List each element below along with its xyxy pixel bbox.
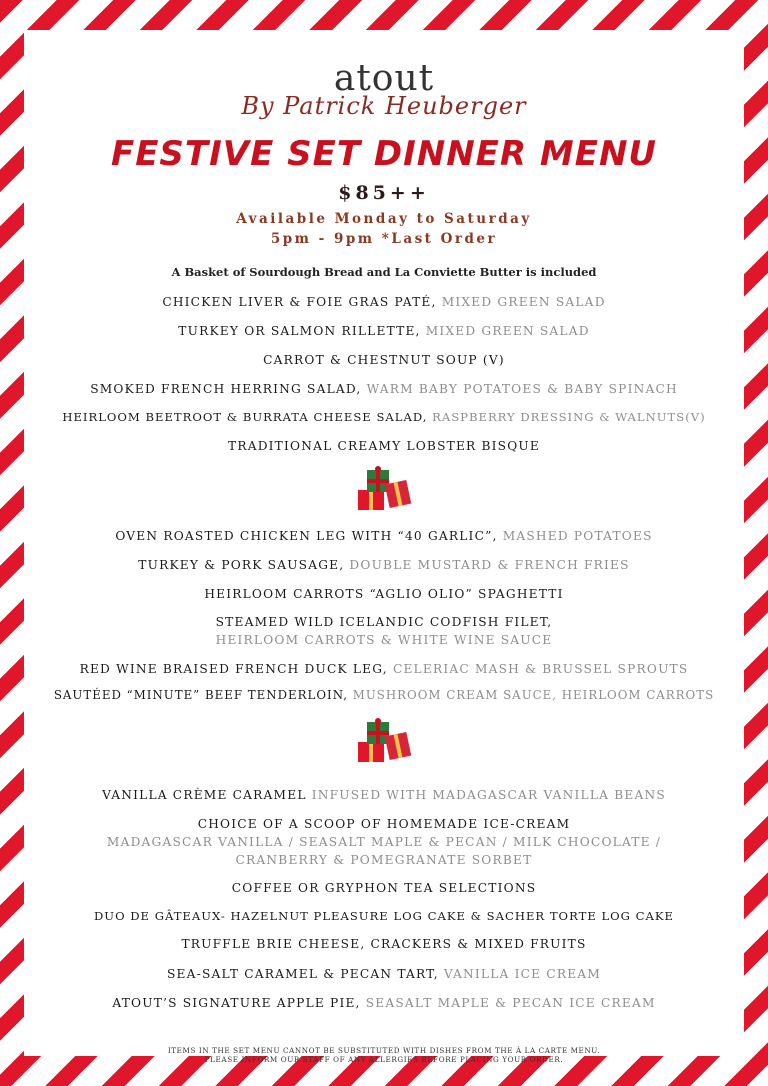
menu-item: [0, 662, 768, 676]
item-name: TRADITIONAL CREAMY LOBSTER BISQUE: [227, 439, 540, 453]
menu-item: [0, 324, 768, 338]
restaurant-logo: atout: [333, 58, 435, 99]
item-name: RED WINE BRAISED FRENCH DUCK LEG,: [79, 662, 388, 676]
item-name: TURKEY & PORK SAUSAGE,: [138, 558, 345, 572]
gift-boxes-icon: [354, 464, 414, 514]
item-desc: WARM BABY POTATOES & BABY SPINACH: [366, 382, 678, 396]
item-name: CHICKEN LIVER & FOIE GRAS PATÉ,: [162, 295, 437, 309]
menu-item: [0, 967, 768, 981]
menu-item: [0, 937, 768, 951]
menu-item: [0, 439, 768, 453]
item-desc: DOUBLE MUSTARD & FRENCH FRIES: [349, 558, 630, 572]
menu-item: [0, 996, 768, 1010]
footer-note: PLEASE INFORM OUR STAFF OF ANY ALLERGIES BEFORE PLACING YOUR ORDER.: [204, 1055, 564, 1064]
menu-item: [0, 587, 768, 601]
item-name: CHOICE OF A SCOOP OF HOMEMADE ICE-CREAM: [197, 817, 571, 831]
item-desc: INFUSED WITH MADAGASCAR VANILLA BEANS: [311, 788, 666, 802]
menu-title: FESTIVE SET DINNER MENU: [110, 134, 658, 174]
item-name: SAUTÉED “MINUTE” BEEF TENDERLOIN,: [53, 688, 349, 702]
item-desc: MASHED POTATOES: [502, 529, 653, 543]
item-desc: RASPBERRY DRESSING & WALNUTS(V): [432, 410, 706, 424]
item-desc: MADAGASCAR VANILLA / SEASALT MAPLE & PECAN / MILK CHOCOLATE /: [106, 835, 662, 849]
menu-item: [0, 410, 768, 424]
menu-item: [0, 382, 768, 396]
item-name: TURKEY OR SALMON RILLETTE,: [178, 324, 421, 338]
menu-item: [0, 295, 768, 309]
item-desc: MIXED GREEN SALAD: [441, 295, 606, 309]
menu-item: [0, 529, 768, 543]
item-name: TRUFFLE BRIE CHEESE, CRACKERS & MIXED FRUITS: [181, 937, 587, 951]
item-name: HEIRLOOM CARROTS “AGLIO OLIO” SPAGHETTI: [204, 587, 564, 601]
item-name: VANILLA CRÈME CARAMEL: [102, 788, 307, 802]
footer-note: ITEMS IN THE SET MENU CANNOT BE SUBSTITUTED WITH DISHES FROM THE À LA CARTE MENU.: [167, 1046, 601, 1055]
menu-item: [0, 558, 768, 572]
item-name: SMOKED FRENCH HERRING SALAD,: [90, 382, 362, 396]
item-name: ATOUT’S SIGNATURE APPLE PIE,: [112, 996, 361, 1010]
item-desc: HEIRLOOM CARROTS & WHITE WINE SAUCE: [215, 633, 553, 647]
item-name: HEIRLOOM BEETROOT & BURRATA CHEESE SALAD,: [62, 410, 428, 424]
menu-item: [0, 353, 768, 367]
menu-price: $85++: [338, 182, 430, 204]
item-desc: MUSHROOM CREAM SAUCE, HEIRLOOM CARROTS: [352, 688, 715, 702]
menu-item: [0, 615, 768, 629]
item-desc: MIXED GREEN SALAD: [425, 324, 590, 338]
menu-item: [0, 817, 768, 831]
item-desc: CRANBERRY & POMEGRANATE SORBET: [235, 853, 533, 867]
gift-boxes-icon: [354, 716, 414, 766]
item-name: SEA-SALT CARAMEL & PECAN TART,: [167, 967, 439, 981]
item-name: STEAMED WILD ICELANDIC CODFISH FILET,: [215, 615, 553, 629]
bread-note: A Basket of Sourdough Bread and La Conviette Butter is included: [171, 265, 597, 279]
chef-signature: By Patrick Heuberger: [241, 92, 527, 120]
item-desc: CELERIAC MASH & BRUSSEL SPROUTS: [392, 662, 689, 676]
item-name: DUO DE GÂTEAUX- HAZELNUT PLEASURE LOG CAKE & SACHER TORTE LOG CAKE: [94, 909, 674, 923]
menu-item: [0, 688, 768, 702]
item-name: OVEN ROASTED CHICKEN LEG WITH “40 GARLIC”,: [115, 529, 498, 543]
menu-item: [0, 881, 768, 895]
item-name: COFFEE OR GRYPHON TEA SELECTIONS: [231, 881, 537, 895]
item-desc: SEASALT MAPLE & PECAN ICE CREAM: [365, 996, 656, 1010]
item-desc: VANILLA ICE CREAM: [443, 967, 601, 981]
menu-item: [0, 788, 768, 802]
item-name: CARROT & CHESTNUT SOUP (V): [263, 353, 505, 367]
menu-item: [0, 909, 768, 923]
availability-days: Available Monday to Saturday: [236, 211, 532, 227]
availability-hours: 5pm - 9pm *Last Order: [270, 231, 498, 247]
